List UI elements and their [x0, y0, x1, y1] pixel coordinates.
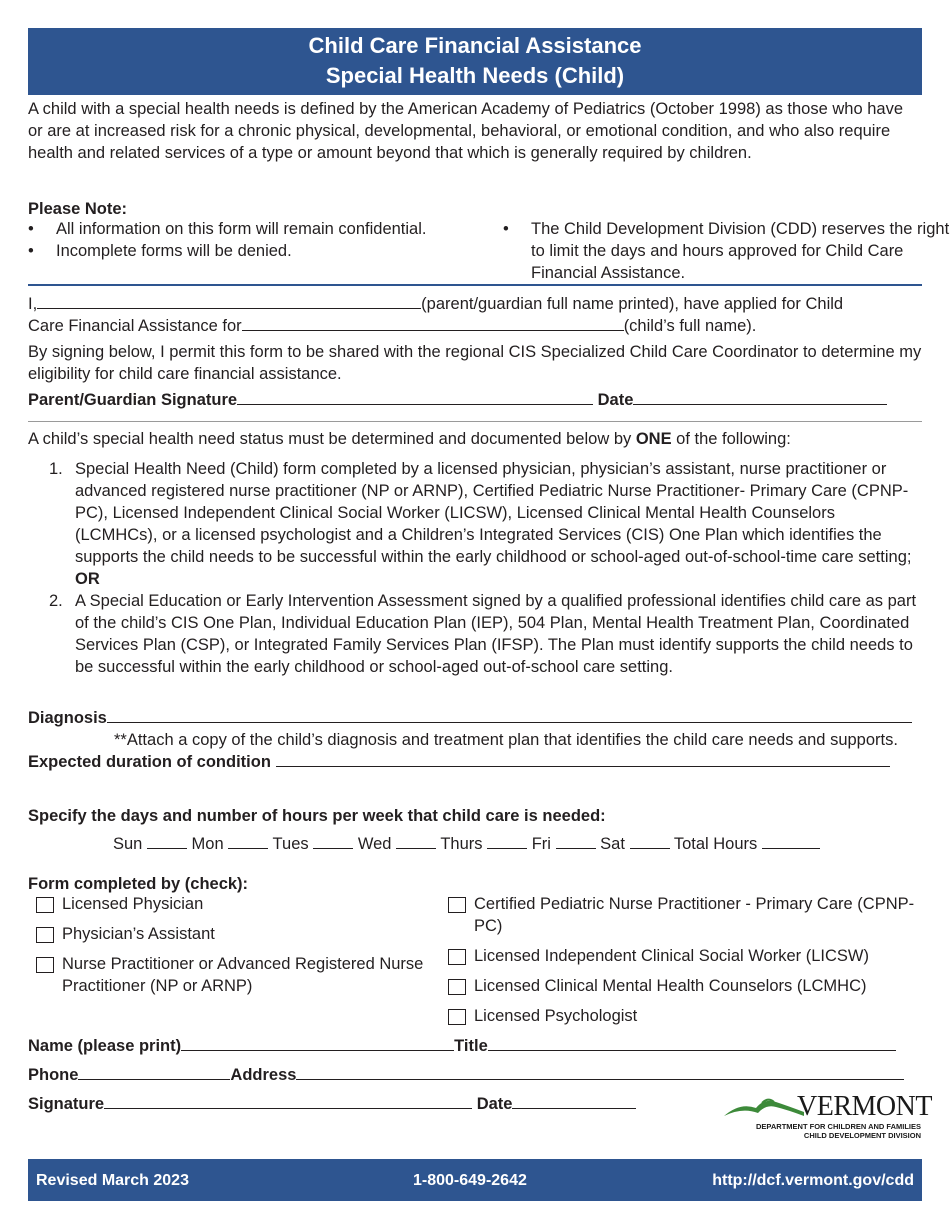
sun-hours-field[interactable]	[147, 833, 187, 849]
completed-by-section	[28, 873, 922, 1025]
please-note-heading: Please Note:	[28, 200, 128, 218]
parent-signature-label: Parent/Guardian Signature	[28, 391, 238, 409]
footer-url[interactable]: http://dcf.vermont.gov/cdd	[712, 1172, 914, 1189]
parent-signature-field[interactable]	[237, 389, 593, 405]
child-name-hint: (child’s full name).	[623, 317, 757, 335]
checkbox-icon[interactable]	[448, 979, 466, 995]
parent-name-field[interactable]	[37, 293, 421, 309]
parent-date-field[interactable]	[633, 389, 887, 405]
checkbox-icon[interactable]	[36, 897, 54, 913]
completed-by-heading: Form completed by (check):	[28, 875, 249, 893]
thurs-hours-field[interactable]	[487, 833, 527, 849]
checkbox-nurse-practitioner[interactable]: Nurse Practitioner or Advanced Registered Nurse Practitioner (NP or ARNP)	[28, 953, 428, 997]
checkbox-icon[interactable]	[448, 1009, 466, 1025]
i-label: I,	[28, 295, 38, 313]
provider-phone-field[interactable]	[78, 1064, 230, 1080]
note-bullet: • Incomplete forms will be denied.	[28, 242, 292, 260]
provider-title-label: Title	[454, 1037, 488, 1055]
vermont-dcf-logo	[718, 1091, 932, 1142]
day-label-mon: Mon	[191, 835, 224, 853]
intro-paragraph: A child with a special health needs is defined by the American Academy of Pediatrics (October 1998) as those who have or are at increased risk for a chronic physical, developmental, behavioral, or emotional condition, and who also require health and related services of a type or amount beyond that which is generally required by children.	[28, 100, 903, 162]
duration-field[interactable]	[276, 751, 890, 767]
wed-hours-field[interactable]	[396, 833, 436, 849]
fri-hours-field[interactable]	[556, 833, 596, 849]
provider-phone-label: Phone	[28, 1066, 79, 1084]
please-note-section	[28, 198, 950, 282]
consent-section	[28, 293, 922, 411]
tues-hours-field[interactable]	[313, 833, 353, 849]
duration-label: Expected duration of condition	[28, 753, 271, 771]
total-hours-label: Total Hours	[673, 835, 758, 853]
diagnosis-field[interactable]	[107, 707, 912, 723]
provider-name-label: Name (please print)	[28, 1037, 182, 1055]
checkbox-icon[interactable]	[36, 957, 54, 973]
diagnosis-section	[28, 707, 922, 773]
section-divider	[28, 284, 922, 286]
parent-date-label: Date	[597, 391, 634, 409]
diagnosis-label: Diagnosis	[28, 709, 107, 727]
checkbox-lcmhc[interactable]: Licensed Clinical Mental Health Counselors (LCMHC)	[440, 975, 922, 997]
checkbox-licsw[interactable]: Licensed Independent Clinical Social Worker (LICSW)	[440, 945, 922, 967]
checkbox-icon[interactable]	[448, 949, 466, 965]
day-label-thurs: Thurs	[440, 835, 483, 853]
form-title-banner	[28, 28, 922, 95]
checkbox-psychologist[interactable]: Licensed Psychologist	[440, 1005, 922, 1027]
provider-name-field[interactable]	[181, 1035, 454, 1051]
department-name: DEPARTMENT FOR CHILDREN AND FAMILIES CHILD DEVELOPMENT DIVISION	[756, 1122, 921, 1140]
sat-hours-field[interactable]	[630, 833, 670, 849]
day-label-tues: Tues	[272, 835, 309, 853]
provider-signature-field[interactable]	[104, 1093, 472, 1109]
footer-phone: 1-800-649-2642	[413, 1172, 527, 1189]
child-name-field[interactable]	[242, 315, 624, 331]
vermont-wordmark: VERMONT	[797, 1091, 932, 1122]
day-label-sun: Sun	[113, 835, 143, 853]
day-label-wed: Wed	[357, 835, 392, 853]
checkbox-cpnp-pc[interactable]: Certified Pediatric Nurse Practitioner - Primary Care (CPNP-PC)	[440, 893, 922, 937]
list-item: 1. Special Health Need (Child) form completed by a licensed physician, physician’s assistant, nurse practitioner or advanced registered nurse practitioner (NP or ARNP), Certified Pediatric Nurse Practitioner- Primary Care (CPNP-PC), Licensed Independent Clinical Social Worker (LICSW), Licensed Clinical Mental Health Counselors (LCMHCs), or a licensed psychologist and a Children’s Integrated Services (CIS) One Plan which identifies the supports the child needs to be successful within the early childhood or school-aged out-of-school-time care setting; OR	[49, 460, 912, 588]
revised-date: Revised March 2023	[36, 1172, 189, 1189]
form-subtitle: Special Health Needs (Child)	[325, 63, 625, 88]
mon-hours-field[interactable]	[228, 833, 268, 849]
mountain-icon	[722, 1094, 806, 1120]
checkbox-licensed-physician[interactable]: Licensed Physician	[28, 893, 428, 915]
checkbox-icon[interactable]	[36, 927, 54, 943]
parent-name-hint: (parent/guardian full name printed), have applied for Child	[421, 295, 844, 313]
permit-text: By signing below, I permit this form to be shared with the regional CIS Specialized Child Care Coordinator to determine my eligibility for child care financial assistance.	[28, 343, 922, 383]
attach-note: **Attach a copy of the child’s diagnosis and treatment plan that identifies the child care needs and supports.	[114, 731, 898, 749]
provider-title-field[interactable]	[488, 1035, 896, 1051]
status-lead: A child’s special health need status must be determined and documented below by ONE of the following:	[28, 430, 791, 448]
status-section	[28, 428, 922, 678]
footer-bar	[28, 1159, 922, 1201]
section-divider	[28, 421, 922, 422]
day-label-fri: Fri	[531, 835, 551, 853]
care-for-label: Care Financial Assistance for	[28, 317, 242, 335]
schedule-section	[28, 805, 922, 855]
checkbox-physicians-assistant[interactable]: Physician’s Assistant	[28, 923, 428, 945]
provider-date-field[interactable]	[512, 1093, 636, 1109]
checkbox-icon[interactable]	[448, 897, 466, 913]
provider-address-label: Address	[230, 1066, 297, 1084]
total-hours-field[interactable]	[762, 833, 820, 849]
day-label-sat: Sat	[600, 835, 625, 853]
list-item: 2. A Special Education or Early Intervention Assessment signed by a qualified professional identifies child care as part of the child’s CIS One Plan, Individual Education Plan (IEP), 504 Plan, Mental Health Treatment Plan, Coordinated Services Plan (CSP), or Integrated Family Services Plan (IFSP). The Plan must identify supports the child needs to be successful within the early childhood or school-aged out-of-school care setting.	[49, 592, 917, 676]
note-bullet: • All information on this form will remain confidential.	[28, 220, 427, 238]
provider-address-field[interactable]	[296, 1064, 904, 1080]
provider-date-label: Date	[476, 1095, 513, 1113]
schedule-heading: Specify the days and number of hours per week that child care is needed:	[28, 807, 606, 825]
note-bullet-cdd: • The Child Development Division (CDD) reserves the right to limit the days and hours approved for Child Care Financial Assistance.	[503, 220, 950, 282]
provider-signature-label: Signature	[28, 1095, 105, 1113]
form-title: Child Care Financial Assistance	[308, 33, 642, 58]
